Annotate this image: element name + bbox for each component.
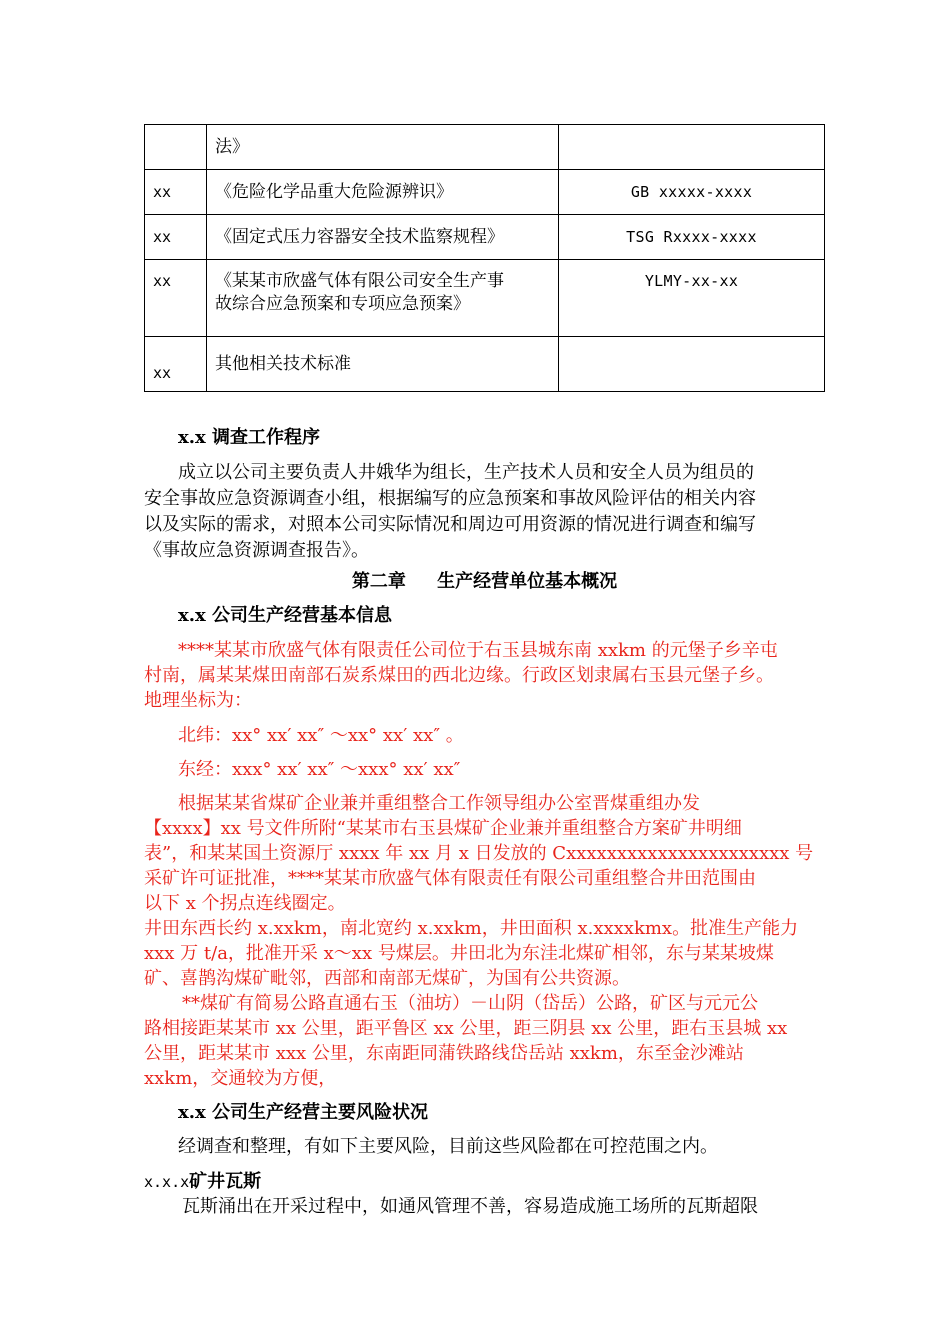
paragraph-line: 矿、喜鹊沟煤矿毗邻，西部和南部无煤矿，为国有公共资源。 (144, 968, 630, 989)
standard-name: 其他相关技术标准 (207, 337, 559, 392)
paragraph-line: 《事故应急资源调查报告》。 (144, 540, 369, 561)
table-row (145, 337, 825, 392)
table-row (145, 215, 825, 260)
standard-code (559, 125, 825, 170)
standard-code (559, 337, 825, 392)
paragraph-line: 根据某某省煤矿企业兼并重组整合工作领导组办公室晋煤重组办发 (178, 793, 700, 814)
row-number: xx (145, 260, 207, 337)
paragraph-line: 公里，距某某市 xxx 公里，东南距同蒲铁路线岱岳站 xxkm，东至金沙滩站 (144, 1043, 744, 1064)
paragraph-line: 以及实际的需求，对照本公司实际情况和周边可用资源的情况进行调查和编写 (144, 514, 756, 535)
row-number: xx (145, 215, 207, 260)
subsection-title: 矿井瓦斯 (189, 1171, 262, 1192)
paragraph-line: 地理坐标为： (144, 690, 252, 711)
latitude-line: 北纬：xx° xx′ xx″ ～xx° xx′ xx″ 。 (178, 725, 464, 746)
paragraph-line: 安全事故应急资源调查小组，根据编写的应急预案和事故风险评估的相关内容 (144, 488, 756, 509)
paragraph-line: **煤矿有简易公路直通右玉（油坊）－山阴（岱岳）公路，矿区与元元公 (182, 993, 758, 1014)
longitude-line: 东经：xxx° xx′ xx″ ～xxx° xx′ xx″ (178, 759, 461, 780)
paragraph-line: 采矿许可证批准，****某某市欣盛气体有限责任有限公司重组整合井田范围由 (144, 868, 756, 889)
paragraph-line: 村南，属某某煤田南部石炭系煤田的西北边缘。行政区划隶属右玉县元堡子乡。 (144, 665, 774, 686)
standard-code: GB xxxxx-xxxx (559, 170, 825, 215)
paragraph-line: 路相接距某某市 xx 公里，距平鲁区 xx 公里，距三阴县 xx 公里，距右玉县城 xx (144, 1018, 788, 1039)
standards-table (144, 124, 825, 392)
paragraph-line: 以下 x 个拐点连线圈定。 (144, 893, 346, 914)
standard-name: 《危险化学品重大危险源辨识》 (207, 170, 559, 215)
standard-name-line: 故综合应急预案和专项应急预案》 (215, 294, 470, 314)
subsection-heading (144, 1169, 261, 1195)
row-number: xx (145, 337, 207, 392)
standard-name-line: 《某某市欣盛气体有限公司安全生产事 (215, 271, 504, 291)
paragraph-line: 【xxxx】xx 号文件所附“某某市右玉县煤矿企业兼并重组整合方案矿井明细 (144, 818, 742, 839)
row-number (145, 125, 207, 170)
standard-name (207, 260, 559, 337)
table-row (145, 260, 825, 337)
paragraph-line: 成立以公司主要负责人井娥华为组长，生产技术人员和安全人员为组员的 (178, 462, 754, 483)
subsection-number: x.x.x (144, 1173, 190, 1191)
paragraph-line: 表”，和某某国土资源厅 xxxx 年 xx 月 x 日发放的 Cxxxxxxxxxxxxxxxxxxxxxx 号 (144, 843, 814, 864)
paragraph-line: xxx 万 t/a，批准开采 x～xx 号煤层。井田北为东洼北煤矿相邻，东与某某坡煤 (144, 943, 774, 964)
section-heading-basic-info: x.x 公司生产经营基本信息 (178, 605, 392, 626)
standard-code: TSG Rxxxx-xxxx (559, 215, 825, 260)
paragraph-line: xxkm，交通较为方便， (144, 1068, 337, 1089)
paragraph-line: ****某某市欣盛气体有限责任公司位于右玉县城东南 xxkm 的元堡子乡辛屯 (178, 640, 778, 661)
row-number: xx (145, 170, 207, 215)
table-row (145, 170, 825, 215)
paragraph-line: 瓦斯涌出在开采过程中，如通风管理不善，容易造成施工场所的瓦斯超限 (182, 1196, 758, 1217)
standard-code: YLMY-xx-xx (559, 260, 825, 337)
section-heading-risk: x.x 公司生产经营主要风险状况 (178, 1102, 428, 1123)
table-row (145, 125, 825, 170)
chapter-title: 第二章 生产经营单位基本概况 (351, 571, 618, 592)
standard-name: 《固定式压力容器安全技术监察规程》 (207, 215, 559, 260)
paragraph-line: 井田东西长约 x.xxkm，南北宽约 x.xxkm，井田面积 x.xxxxkmx。批准生产能力 (144, 918, 799, 939)
standard-name: 法》 (207, 125, 559, 170)
section-heading-procedure: x.x 调查工作程序 (178, 427, 320, 448)
paragraph-line: 经调查和整理，有如下主要风险，目前这些风险都在可控范围之内。 (178, 1136, 718, 1157)
